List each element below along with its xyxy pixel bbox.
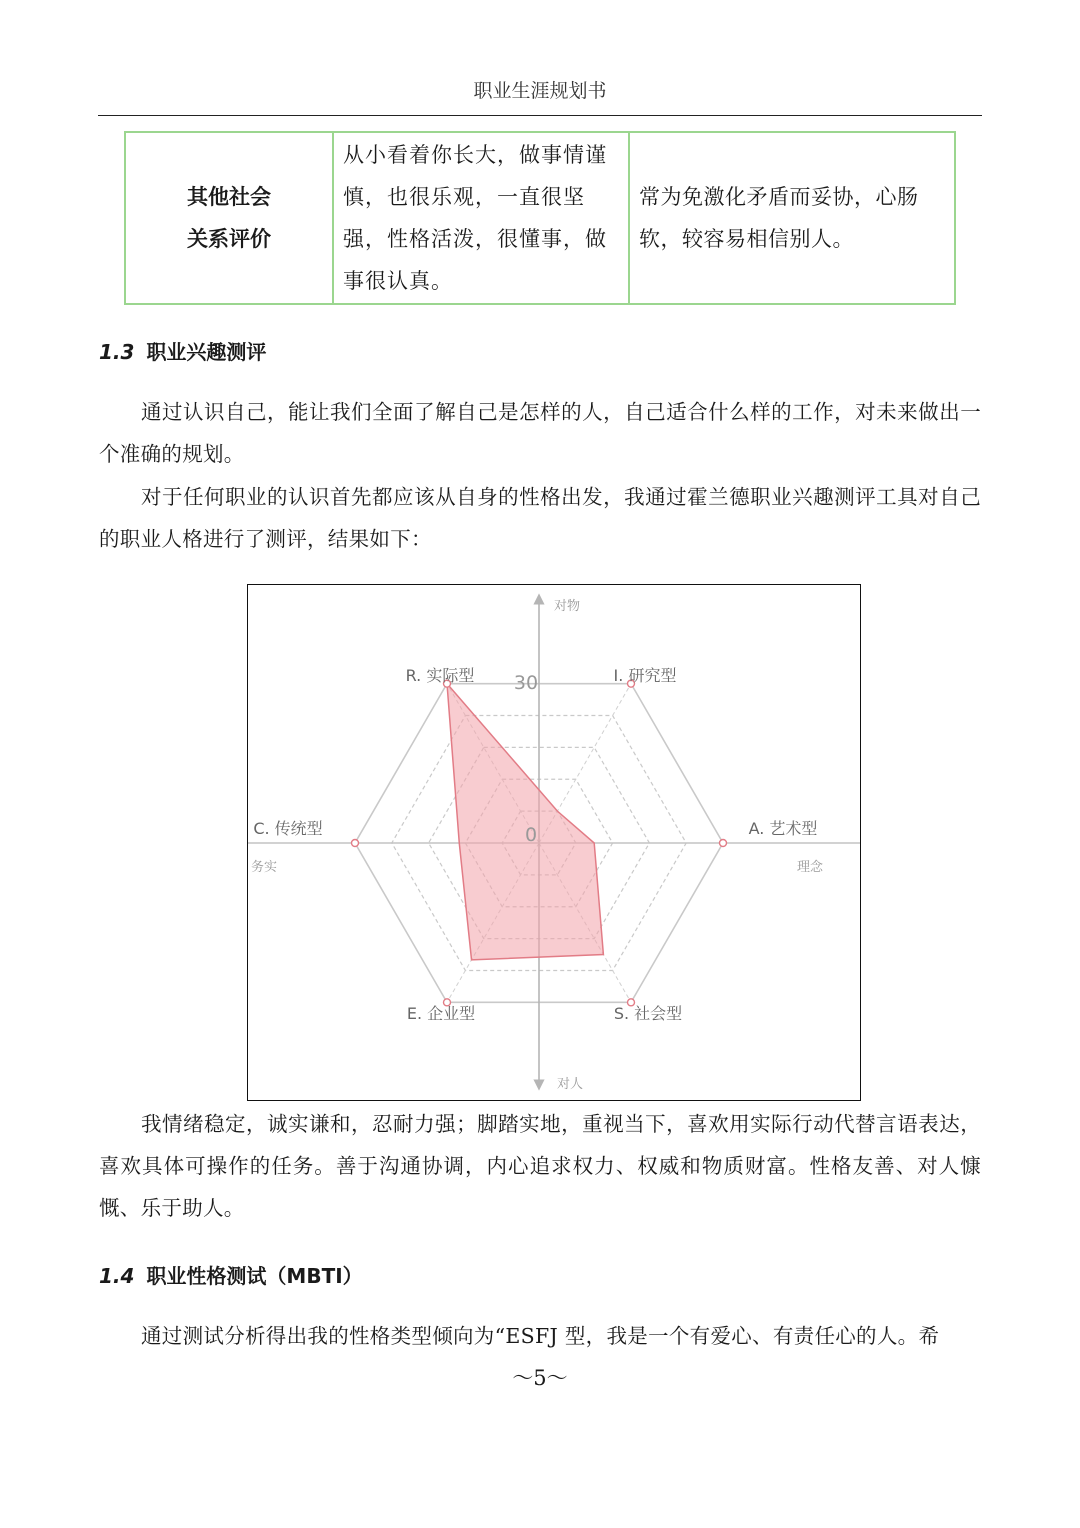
axis-label-realistic: R. 实际型 — [405, 666, 475, 685]
radar-axis-vertex — [352, 840, 359, 847]
relations-label-line2: 关系评价 — [187, 226, 271, 251]
paragraph-mbti: 通过测试分析得出我的性格类型倾向为“ESFJ 型，我是一个有爱心、有责任心的人。希 — [141, 1324, 940, 1348]
axis-pole-bottom: 对人 — [556, 1077, 584, 1092]
holland-radar-chart — [247, 584, 861, 1101]
section-title: 职业性格测试（MBTI） — [146, 1264, 363, 1288]
table-row — [125, 132, 955, 304]
scale-max-label: 30 — [513, 672, 539, 694]
section-number: 1.4 — [99, 1264, 135, 1288]
radar-data-polygon — [447, 684, 603, 960]
radar-chart-svg — [248, 585, 860, 1100]
header-rule — [98, 115, 982, 116]
paragraph-personality: 我情绪稳定，诚实谦和，忍耐力强；脚踏实地，重视当下，喜欢用实际行动代替言语表达，喜欢具体可操作的任务。善于沟通协调，内心追求权力、权威和物质财富。性格友善、对人慷慨、乐于助人。 — [99, 1112, 981, 1220]
paragraph-holland-test: 对于任何职业的认识首先都应该从自身的性格出发，我通过霍兰德职业兴趣测评工具对自己的职业人格进行了测评，结果如下： — [99, 485, 981, 551]
axis-label-investigative: I. 研究型 — [613, 666, 677, 685]
section-heading-1-4 — [99, 1260, 363, 1289]
relations-label-line1: 其他社会 — [187, 184, 271, 209]
axis-label-conventional: C. 传统型 — [253, 819, 323, 838]
section-number: 1.3 — [99, 340, 135, 364]
axis-pole-left: 务实 — [250, 860, 278, 875]
axis-pole-right: 理念 — [796, 860, 824, 875]
axis-label-enterprising: E. 企业型 — [406, 1004, 476, 1023]
scale-min-label: 0 — [524, 824, 538, 846]
relations-weakness-cell: 常为免激化矛盾而妥协，心肠软，较容易相信别人。 — [629, 132, 955, 304]
page-number: ～5～ — [512, 1366, 568, 1390]
page-header-title: 职业生涯规划书 — [473, 80, 607, 102]
relations-label-cell — [125, 132, 333, 304]
radar-axis-vertex — [720, 840, 727, 847]
section-title: 职业兴趣测评 — [146, 340, 267, 364]
paragraph-intro: 通过认识自己，能让我们全面了解自己是怎样的人，自己适合什么样的工作，对未来做出一个准确的规划。 — [99, 400, 981, 466]
axis-label-social: S. 社会型 — [613, 1004, 683, 1023]
relations-evaluation-cell: 从小看着你长大，做事情谨慎，也很乐观，一直很坚强，性格活泼，很懂事，做事很认真。 — [333, 132, 629, 304]
section-heading-1-3 — [99, 336, 266, 365]
relations-table — [124, 131, 956, 305]
axis-pole-top: 对物 — [553, 599, 581, 614]
axis-label-artistic: A. 艺术型 — [748, 819, 818, 838]
